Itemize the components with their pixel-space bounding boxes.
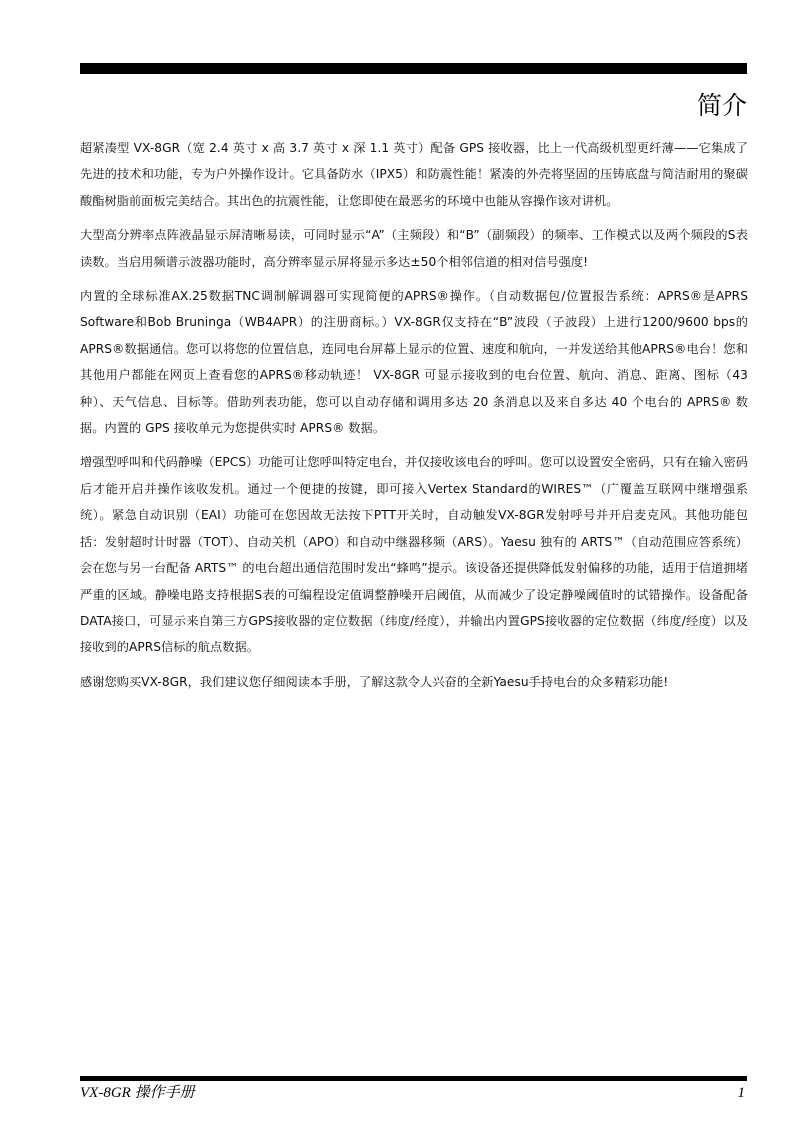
footer-manual-title: VX-8GR 操作手册 [80, 1085, 195, 1101]
body-text [80, 135, 748, 703]
paragraph-display: 大型高分辨率点阵液晶显示屏清晰易读，可同时显示“A”（主频段）和“B”（副频段）的频率、工作模式以及两个频段的S表读数。当启用频谱示波器功能时，高分辨率显示屏将显示多达±50个相邻信道的相对信号强度! [80, 228, 748, 269]
footer-rule [80, 1076, 747, 1081]
paragraph-features: 增强型呼叫和代码静噪（EPCS）功能可让您呼叫特定电台，并仅接收该电台的呼叫。您可以设置安全密码，只有在输入密码后才能开启并操作该收发机。通过一个便捷的按键，即可接入Vertex Standard的WIRES™（广覆盖互联网中继增强系统）。紧急自动识别（EAI）功能可在您因故无法按下PTT开关时，自动触发VX-8GR发射呼号并开启麦克风。其他功能包括：发射超时计时器（TOT）、自动关机（APO）和自动中继器移频（ARS）。Yaesu 独有的 ARTS™（自动范围应答系统）会在您与另一台配备 ARTS™ 的电台超出通信范围时发出“蜂鸣”提示。该设备还提供降低发射偏移的功能，适用于信道拥堵严重的区域。静噪电路支持根据S表的可编程设定值调整静噪开启阈值，从而减少了设定静噪阈值时的试错操作。设备配备DATA接口，可显示来自第三方GPS接收器的定位数据（纬度/经度），并输出内置GPS接收器的定位数据（纬度/经度）以及接收到的APRS信标的航点数据。 [80, 455, 748, 655]
paragraph-thanks: 感谢您购买VX-8GR，我们建议您仔细阅读本手册，了解这款令人兴奋的全新Yaesu手持电台的众多精彩功能! [80, 674, 669, 689]
paragraph-intro: 超紧凑型 VX-8GR（宽 2.4 英寸 x 高 3.7 英寸 x 深 1.1 英寸）配备 GPS 接收器，比上一代高级机型更纤薄——它集成了先进的技术和功能，专为户外操作设计。它具备防水（IPX5）和防震性能！紧凑的外壳将坚固的压铸底盘与简洁耐用的聚碳酸酯树脂前面板完美结合。其出色的抗震性能，让您即使在最恶劣的环境中也能从容操作该对讲机。 [80, 141, 748, 208]
paragraph-aprs: 内置的全球标准AX.25数据TNC调制解调器可实现简便的APRS®操作。（自动数据包/位置报告系统：APRS®是APRS Software和Bob Bruninga（WB4APR）的注册商标。）VX-8GR仅支持在“B”波段（子波段）上进行1200/9600 bps的APRS®数据通信。您可以将您的位置信息，连同电台屏幕上显示的位置、速度和航向，一并发送给其他APRS®电台！您和其他用户都能在网页上查看您的APRS®移动轨迹！ VX-8GR 可显示接收到的电台位置、航向、消息、距离、图标（43 种）、天气信息、目标等。借助列表功能，您可以自动存储和调用多达 20 条消息以及来自多达 40 个电台的 APRS® 数据。内置的 GPS 接收单元为您提供实时 APRS® 数据。 [80, 289, 748, 436]
header-rule [80, 63, 747, 74]
section-title: 简介 [696, 91, 747, 120]
page-number: 1 [737, 1085, 745, 1101]
